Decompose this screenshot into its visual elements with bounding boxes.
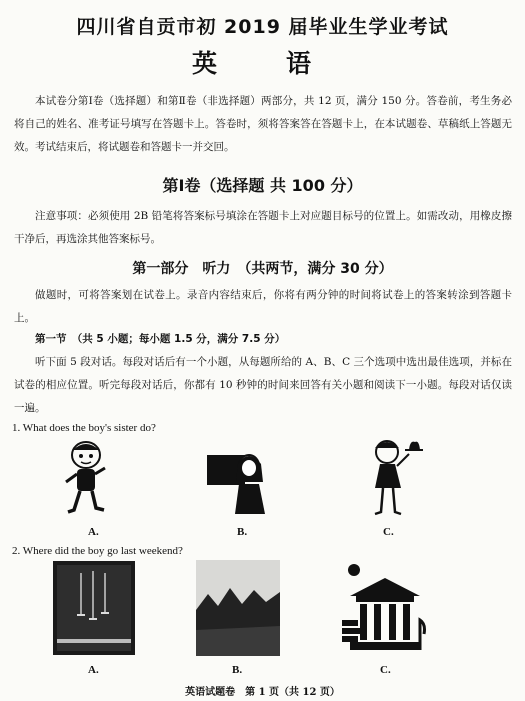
subsection1-description: 听下面 5 段对话。每段对话后有一个小题，从每题所给的 A、B、C 三个选项中选出最佳选项，并标在试卷的相应位置。听完每段对话后，你都有 10 秒钟的时间来回答有关小题和阅读下一小题。每段对话仅读一遍。 xyxy=(14,356,512,414)
q1-option-b-label: B. xyxy=(237,526,248,538)
section1-heading: 第一部分 听力 （共两节，满分 30 分） xyxy=(132,261,393,277)
q1-option-a-label: A. xyxy=(88,526,99,538)
exam-title: 四川省自贡市初 2019 届毕业生学业考试 xyxy=(76,16,449,38)
part1-heading: 第Ⅰ卷（选择题 共 100 分） xyxy=(162,176,363,195)
q2-option-c-image xyxy=(340,560,430,656)
intro-paragraph: 本试卷分第Ⅰ卷（选择题）和第Ⅱ卷（非选择题）两部分，共 12 页，满分 150 分。答卷前，考生务必将自己的姓名、准考证号填写在答题卡上。答卷时，须将答案答在答题卡上，在本试题卷、草稿纸上答题无效。考试结束后，将试题卷和答题卡一并交回。 xyxy=(14,95,512,153)
subject-title: 英 语 xyxy=(191,49,333,78)
q2-option-c-label: C. xyxy=(380,664,391,676)
q1-option-c-image xyxy=(365,436,427,520)
question-1-text: 1. What does the boy's sister do? xyxy=(12,422,156,434)
q2-option-b-image xyxy=(196,560,280,656)
page-footer: 英语试题卷 第 1 页（共 12 页） xyxy=(185,687,340,698)
section1-description: 做题时，可将答案划在试卷上。录音内容结束后，你将有两分钟的时间将试卷上的答案转涂到答题卡上。 xyxy=(14,289,512,324)
q2-option-b-label: B. xyxy=(232,664,243,676)
subsection1-heading: 第一节 （共 5 小题；每小题 1.5 分，满分 7.5 分） xyxy=(35,333,286,345)
q1-option-a-image xyxy=(60,440,110,522)
q1-option-b-image xyxy=(205,450,271,516)
q2-option-a-label: A. xyxy=(88,664,99,676)
question-2-text: 2. Where did the boy go last weekend? xyxy=(12,545,183,557)
notice-paragraph: 注意事项：必须使用 2B 铅笔将答案标号填涂在答题卡上对应题目标号的位置上。如需改动，用橡皮擦干净后，再选涂其他答案标号。 xyxy=(14,210,512,245)
q1-option-c-label: C. xyxy=(383,526,394,538)
q2-option-a-image xyxy=(53,561,135,655)
